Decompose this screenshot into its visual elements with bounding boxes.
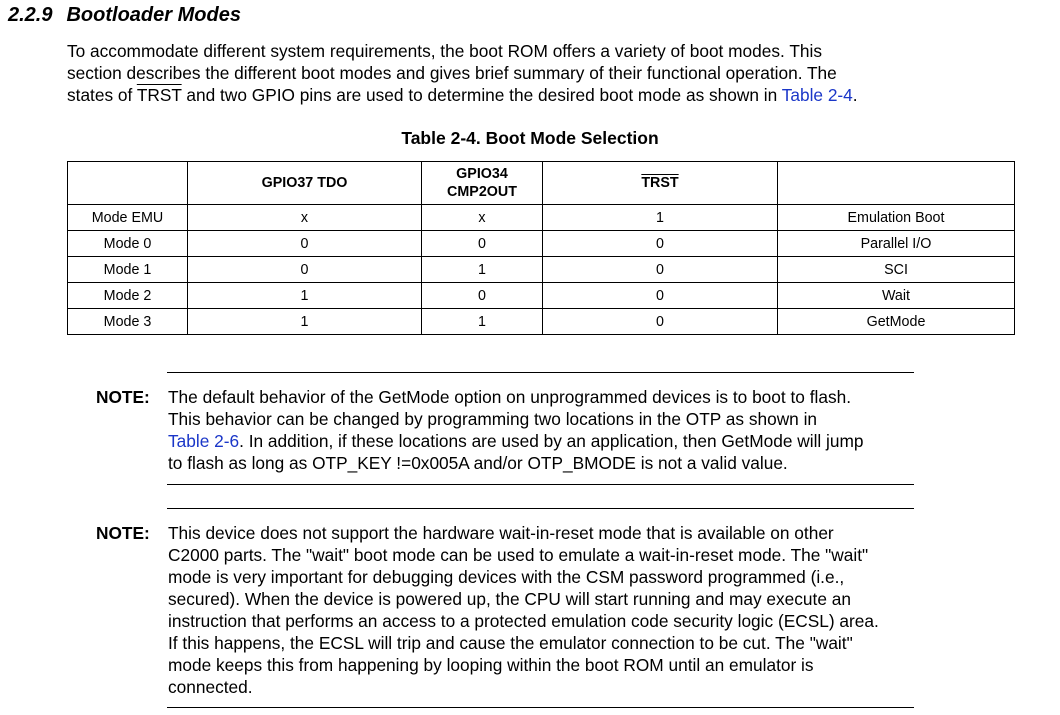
intro-paragraph — [67, 40, 1027, 106]
note-line — [168, 430, 938, 452]
note-line: to flash as long as OTP_KEY !=0x005A and/or OTP_BMODE is not a valid value. — [168, 453, 788, 473]
cell-gpio34: x — [422, 205, 543, 231]
trst-signal: TRST — [136, 85, 182, 105]
note-line: mode keeps this from happening by looping within the boot ROM until an emulator is — [168, 655, 814, 675]
header-gpio34-line1: GPIO34 — [456, 166, 508, 182]
cell-trst: 0 — [543, 231, 778, 257]
header-trst — [543, 162, 778, 205]
intro-text: . — [852, 85, 858, 105]
section-number: 2.2.9 — [8, 4, 53, 26]
note-line: mode is very important for debugging devices with the CSM password programmed (i.e., — [168, 567, 845, 587]
table-row — [68, 257, 1015, 283]
note-label: NOTE: — [96, 523, 150, 543]
note-label: NOTE: — [96, 387, 150, 407]
cell-gpio34: 1 — [422, 257, 543, 283]
cell-boot-type: Emulation Boot — [778, 205, 1015, 231]
cell-gpio37: 0 — [188, 257, 422, 283]
section-heading — [8, 4, 241, 27]
cell-gpio37: x — [188, 205, 422, 231]
cell-gpio37: 1 — [188, 309, 422, 335]
note-line: instruction that performs an access to a protected emulation code security logic (ECSL) area. — [168, 611, 879, 631]
table-2-4-link[interactable]: Table 2-4 — [781, 85, 853, 105]
table-2-6-link[interactable]: Table 2-6 — [168, 431, 240, 451]
cell-trst: 0 — [543, 257, 778, 283]
note-line: connected. — [168, 677, 253, 697]
cell-mode: Mode 2 — [68, 283, 188, 309]
note-body — [168, 522, 938, 698]
note-divider — [167, 372, 914, 373]
table-title: Table 2-4. Boot Mode Selection — [401, 128, 659, 148]
note-divider — [167, 484, 914, 485]
header-mode — [68, 162, 188, 205]
note-line: If this happens, the ECSL will trip and cause the emulator connection to be cut. The "wait" — [168, 633, 853, 653]
cell-boot-type: Wait — [778, 283, 1015, 309]
header-gpio34 — [422, 162, 543, 205]
cell-mode: Mode 0 — [68, 231, 188, 257]
intro-line — [67, 84, 1027, 106]
cell-gpio37: 0 — [188, 231, 422, 257]
cell-trst: 1 — [543, 205, 778, 231]
header-gpio34-line2: CMP2OUT — [447, 184, 517, 200]
note-line: The default behavior of the GetMode option on unprogrammed devices is to boot to flash. — [168, 387, 852, 407]
intro-text: and two GPIO pins are used to determine the desired boot mode as shown in — [181, 85, 782, 105]
note-body — [168, 386, 938, 474]
table-header-row — [68, 162, 1015, 205]
boot-mode-table — [67, 161, 1015, 335]
cell-mode: Mode EMU — [68, 205, 188, 231]
table-row — [68, 205, 1015, 231]
cell-trst: 0 — [543, 283, 778, 309]
table-row — [68, 231, 1015, 257]
cell-boot-type: Parallel I/O — [778, 231, 1015, 257]
header-trst-label: TRST — [641, 175, 679, 191]
note-line: This behavior can be changed by programming two locations in the OTP as shown in — [168, 409, 818, 429]
note-text: . In addition, if these locations are used by an application, then GetMode will jump — [239, 431, 864, 451]
intro-line: section describes the different boot modes and gives brief summary of their functional operation. The — [67, 63, 837, 83]
table-row — [68, 309, 1015, 335]
note-line: This device does not support the hardware wait-in-reset mode that is available on other — [168, 523, 834, 543]
note-divider — [167, 707, 914, 708]
cell-gpio34: 0 — [422, 283, 543, 309]
intro-line: To accommodate different system requirements, the boot ROM offers a variety of boot modes. This — [67, 41, 822, 61]
note-line: secured). When the device is powered up, the CPU will start running and may execute an — [168, 589, 851, 609]
cell-gpio34: 1 — [422, 309, 543, 335]
intro-text: states of — [67, 85, 137, 105]
header-gpio37: GPIO37 TDO — [188, 162, 422, 205]
note-divider — [167, 508, 914, 509]
note-line: C2000 parts. The "wait" boot mode can be used to emulate a wait-in-reset mode. The "wait" — [168, 545, 869, 565]
cell-mode: Mode 3 — [68, 309, 188, 335]
table-row — [68, 283, 1015, 309]
cell-gpio34: 0 — [422, 231, 543, 257]
cell-boot-type: SCI — [778, 257, 1015, 283]
cell-gpio37: 1 — [188, 283, 422, 309]
section-title: Bootloader Modes — [66, 4, 241, 26]
cell-boot-type: GetMode — [778, 309, 1015, 335]
cell-trst: 0 — [543, 309, 778, 335]
cell-mode: Mode 1 — [68, 257, 188, 283]
header-boot-type — [778, 162, 1015, 205]
